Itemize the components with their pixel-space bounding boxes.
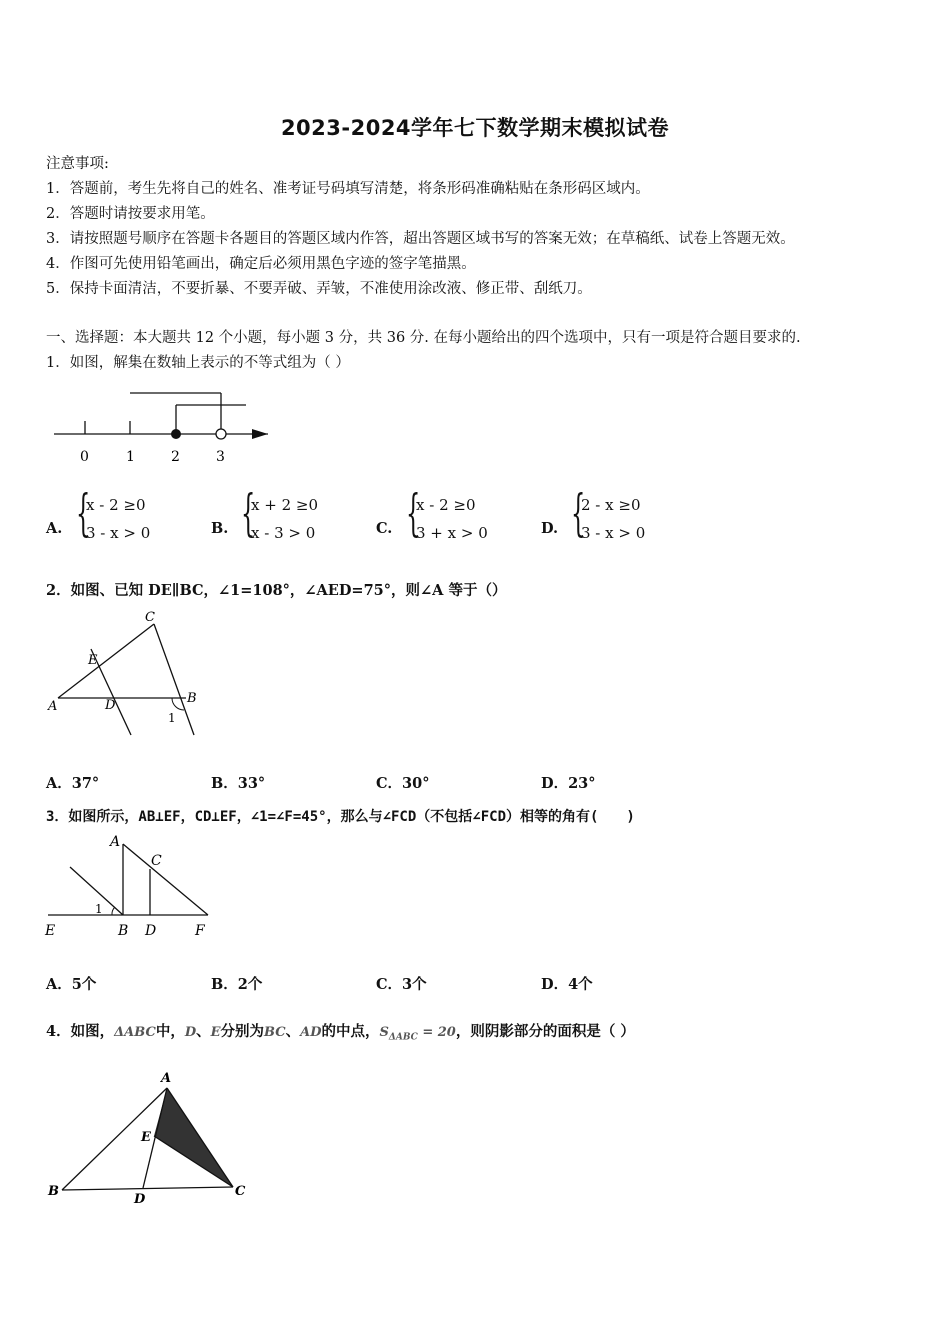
label-c: C — [151, 853, 162, 869]
label-c: C — [145, 610, 155, 625]
q4-stem-c: 分别为 — [220, 1023, 265, 1040]
option-b-row1: x + 2 ≥0 — [251, 496, 318, 514]
section-heading: 一、选择题：本大题共 12 个小题，每小题 3 分，共 36 分. 在每小题给出的四个选项中，只有一项是符合题目要求的. — [46, 330, 801, 346]
q4-sep2: 、 — [285, 1023, 301, 1040]
option-c-row2: 3 + x > 0 — [416, 524, 488, 542]
notice-item-2: 2．答题时请按要求用笔。 — [46, 206, 215, 222]
label-angle-1: 1 — [168, 711, 176, 725]
open-point — [216, 429, 226, 439]
axis-label-2: 2 — [171, 449, 180, 465]
label-a: A — [110, 834, 121, 850]
label-f: F — [195, 923, 205, 939]
q4-triangle: ΔABC — [114, 1025, 156, 1040]
option-b-row2: x - 3 > 0 — [251, 524, 316, 542]
label-e: E — [88, 653, 98, 668]
q2-option-d[interactable]: D．23° — [541, 775, 596, 792]
q3-stem: 3．如图所示，AB⊥EF，CD⊥EF，∠1=∠F=45°，那么与∠FCD（不包括∠FCD）相等的角有( ) — [46, 809, 635, 825]
q2-option-b[interactable]: B．33° — [211, 775, 266, 792]
option-a-label: A. — [46, 520, 63, 537]
label-d: D — [134, 1192, 146, 1207]
option-c-label: C. — [376, 520, 393, 537]
label-c: C — [235, 1184, 246, 1199]
label-b: B — [48, 1184, 59, 1199]
q4-stem-e: ，则阴影部分的面积是（ ） — [455, 1023, 635, 1040]
label-a: A — [48, 699, 58, 714]
q1-option-d[interactable] — [541, 484, 681, 552]
q1-option-b[interactable] — [211, 484, 351, 552]
page-title: 2023-2024学年七下数学期末模拟试卷 — [280, 116, 670, 140]
label-a: A — [161, 1071, 172, 1086]
axis-label-0: 0 — [80, 449, 89, 465]
q4-seg-bc: BC — [264, 1025, 286, 1040]
q3-option-a[interactable]: A．5个 — [46, 976, 97, 993]
q4-sep1: 、 — [196, 1023, 211, 1040]
label-d: D — [145, 923, 157, 939]
q2-parallel-figure — [44, 606, 214, 741]
q4-seg-ad: AD — [300, 1025, 322, 1040]
label-d: D — [105, 698, 116, 713]
option-d-label: D. — [541, 520, 559, 537]
number-line-figure — [50, 385, 280, 475]
brace-icon: { — [241, 484, 256, 542]
q3-option-d[interactable]: D．4个 — [541, 976, 593, 993]
q4-stem — [46, 1020, 635, 1043]
label-b: B — [118, 923, 129, 939]
q3-option-b[interactable]: B．2个 — [211, 976, 263, 993]
notice-item-3: 3．请按照题号顺序在答题卡各题目的答题区域内作答，超出答题区域书写的答案无效；在草稿纸、试卷上答题无效。 — [46, 231, 795, 247]
notice-item-4: 4．作图可先使用铅笔画出，确定后必须用黑色字迹的签字笔描黑。 — [46, 256, 476, 272]
axis-label-1: 1 — [126, 449, 135, 465]
notice-heading: 注意事项: — [46, 156, 109, 172]
q3-perpendicular-figure — [40, 832, 220, 944]
q4-point-d: D — [184, 1025, 197, 1040]
q1-option-a[interactable] — [46, 484, 186, 552]
option-a-row2: 3 - x > 0 — [86, 524, 151, 542]
notice-item-1: 1．答题前，考生先将自己的姓名、准考证号码填写清楚，将条形码准确粘贴在条形码区域内。 — [46, 181, 650, 197]
q4-stem-a: 4．如图， — [46, 1023, 115, 1040]
q4-point-e: E — [210, 1025, 221, 1040]
option-b-label: B. — [211, 520, 229, 537]
q4-stem-d: 的中点， — [321, 1023, 380, 1040]
q3-option-c[interactable]: C．3个 — [376, 976, 427, 993]
label-e: E — [45, 923, 56, 939]
option-a-row1: x - 2 ≥0 — [86, 496, 146, 514]
shaded-region — [154, 1088, 233, 1187]
brace-icon: { — [76, 484, 91, 542]
label-angle-1: 1 — [95, 902, 103, 916]
q4-stem-b: 中， — [155, 1023, 185, 1040]
option-c-row1: x - 2 ≥0 — [416, 496, 476, 514]
label-e: E — [141, 1130, 151, 1145]
label-b: B — [187, 691, 197, 706]
q4-area: $S_{\Delta ABC} = 20$ — [379, 1025, 456, 1043]
q1-stem: 1．如图，解集在数轴上表示的不等式组为（ ） — [46, 355, 350, 371]
brace-icon: { — [571, 484, 586, 542]
option-d-row1: 2 - x ≥0 — [581, 496, 641, 514]
q2-option-c[interactable]: C．30° — [376, 775, 430, 792]
closed-point — [171, 429, 181, 439]
brace-icon: { — [406, 484, 421, 542]
notice-item-5: 5．保持卡面清洁，不要折暴、不要弄破、弄皱，不准使用涂改液、修正带、刮纸刀。 — [46, 281, 592, 297]
option-d-row2: 3 - x > 0 — [581, 524, 646, 542]
q1-option-c[interactable] — [376, 484, 516, 552]
q2-stem: 2．如图、已知 DE∥BC，∠1=108°，∠AED=75°，则∠A 等于（） — [46, 582, 507, 599]
axis-label-3: 3 — [216, 449, 225, 465]
q4-triangle-figure — [40, 1062, 260, 1212]
q2-option-a[interactable]: A．37° — [46, 775, 100, 792]
